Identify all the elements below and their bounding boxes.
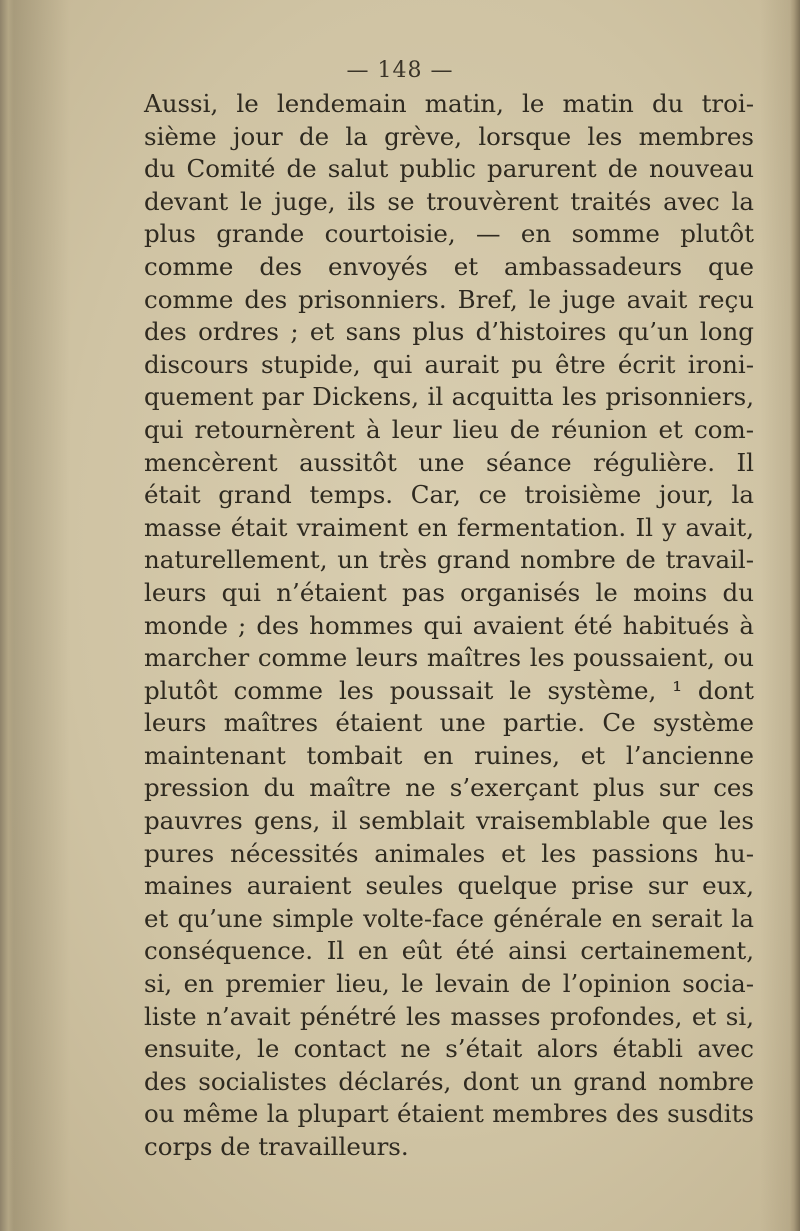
body-text xyxy=(144,88,754,1164)
text-line: des socialistes déclarés, dont un grand nombre xyxy=(144,1066,754,1096)
text-line: ou même la plupart étaient membres des susdits xyxy=(144,1099,754,1129)
text-line: corps de travailleurs. xyxy=(144,1132,409,1161)
text-line: liste n’avait pénétré les masses profondes, et si, xyxy=(144,1001,754,1031)
text-line: quement par Dickens, il acquitta les prisonniers, xyxy=(144,382,754,412)
page-left-edge xyxy=(0,0,14,1231)
text-line: discours stupide, qui aurait pu être écrit ironi- xyxy=(144,349,754,379)
text-line: masse était vraiment en fermentation. Il y avait, xyxy=(144,512,754,542)
text-line: pauvres gens, il semblait vraisemblable que les xyxy=(144,806,754,836)
text-line: ensuite, le contact ne s’était alors établi avec xyxy=(144,1034,754,1064)
text-line: Aussi, le lendemain matin, le matin du troi- xyxy=(144,89,754,118)
text-line: conséquence. Il en eût été ainsi certainement, xyxy=(144,936,754,966)
text-line: plus grande courtoisie, — en somme plutôt xyxy=(144,219,754,249)
text-line: qui retournèrent à leur lieu de réunion et com- xyxy=(144,414,754,444)
text-line: sième jour de la grève, lorsque les membres xyxy=(144,121,754,151)
text-line: si, en premier lieu, le levain de l’opinion socia- xyxy=(144,969,754,999)
text-line: maintenant tombait en ruines, et l’ancienne xyxy=(144,740,754,770)
text-line: comme des envoyés et ambassadeurs que xyxy=(144,251,754,281)
text-line: était grand temps. Car, ce troisième jour, la xyxy=(144,480,754,510)
text-line: plutôt comme les poussait le système, ¹ dont xyxy=(144,675,754,705)
text-line: du Comité de salut public parurent de nouveau xyxy=(144,154,754,184)
page-right-edge xyxy=(790,0,800,1231)
text-line: et qu’une simple volte-face générale en serait la xyxy=(144,903,754,933)
text-line: marcher comme leurs maîtres les poussaient, ou xyxy=(144,643,754,673)
text-line: leurs qui n’étaient pas organisés le moins du xyxy=(144,577,754,607)
text-line: comme des prisonniers. Bref, le juge avait reçu xyxy=(144,284,754,314)
text-line: leurs maîtres étaient une partie. Ce système xyxy=(144,708,754,738)
text-line: maines auraient seules quelque prise sur eux, xyxy=(144,871,754,901)
text-line: devant le juge, ils se trouvèrent traités avec la xyxy=(144,186,754,216)
page-number: — 148 — xyxy=(346,58,454,83)
text-line: pression du maître ne s’exerçant plus sur ces xyxy=(144,773,754,803)
text-line: mencèrent aussitôt une séance régulière. Il xyxy=(144,447,754,477)
text-line: naturellement, un très grand nombre de travail- xyxy=(144,545,754,575)
text-line: des ordres ; et sans plus d’histoires qu’un long xyxy=(144,317,754,347)
text-line: pures nécessités animales et les passions hu- xyxy=(144,838,754,868)
text-line: monde ; des hommes qui avaient été habitués à xyxy=(144,610,754,640)
